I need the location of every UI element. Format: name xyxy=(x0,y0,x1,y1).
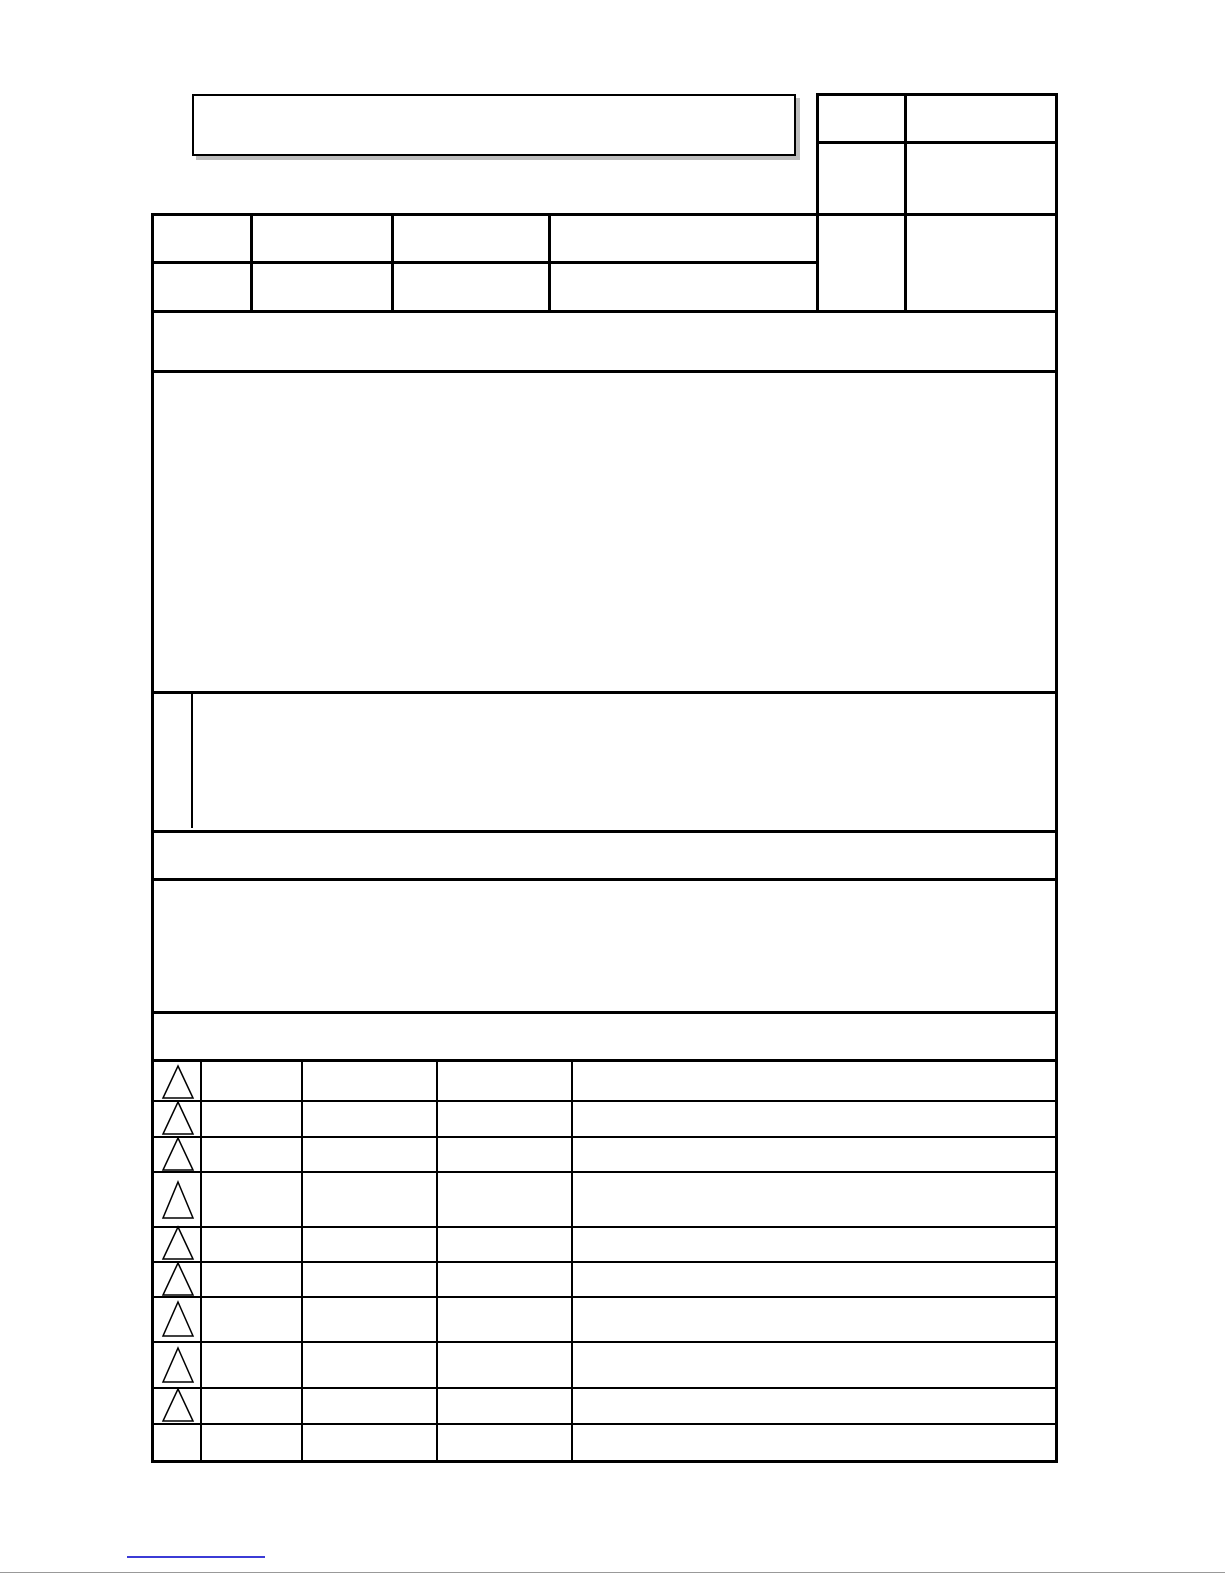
section-2-bottom xyxy=(151,691,1058,694)
section-5-bottom xyxy=(151,1011,1058,1014)
triangle-icon xyxy=(160,1180,196,1220)
table-row-line xyxy=(151,1387,1058,1389)
top-right-block-split xyxy=(904,93,907,312)
table-row-line xyxy=(151,1296,1058,1298)
outer-right-border xyxy=(1055,93,1058,1463)
top-right-block-mid-border xyxy=(817,141,1058,144)
top-right-block-left-border xyxy=(816,93,819,312)
form-title-box xyxy=(192,94,796,156)
table-row-line xyxy=(151,1100,1058,1102)
section-4-bottom xyxy=(151,878,1058,881)
triangle-icon xyxy=(160,1346,196,1384)
outer-left-border xyxy=(151,213,154,1463)
triangle-icon xyxy=(160,1225,196,1261)
section-3-side-divider xyxy=(191,693,193,828)
table-row-line xyxy=(151,1171,1058,1173)
triangle-icon xyxy=(160,1387,196,1423)
triangle-icon xyxy=(160,1261,196,1297)
triangle-icon xyxy=(160,1300,196,1338)
footer-rule xyxy=(0,1572,1225,1573)
table-bottom-border xyxy=(151,1460,1058,1463)
section-6-bottom xyxy=(151,1059,1058,1062)
triangle-icon xyxy=(160,1136,196,1172)
triangle-icon xyxy=(160,1064,196,1100)
header-top-border xyxy=(151,213,1058,216)
table-row-line xyxy=(151,1226,1058,1228)
header-col-1 xyxy=(250,213,253,312)
section-3-bottom xyxy=(151,830,1058,833)
table-row-line xyxy=(151,1341,1058,1343)
header-bottom-border xyxy=(151,310,1058,313)
triangle-icon xyxy=(160,1100,196,1136)
table-row-line xyxy=(151,1136,1058,1138)
top-right-block-top-border xyxy=(817,93,1058,96)
table-row-line xyxy=(151,1423,1058,1425)
footer-link-underline xyxy=(127,1556,265,1558)
header-col-3 xyxy=(548,213,551,312)
header-col-2 xyxy=(391,213,394,312)
table-row-line xyxy=(151,1261,1058,1263)
section-1-bottom xyxy=(151,370,1058,373)
